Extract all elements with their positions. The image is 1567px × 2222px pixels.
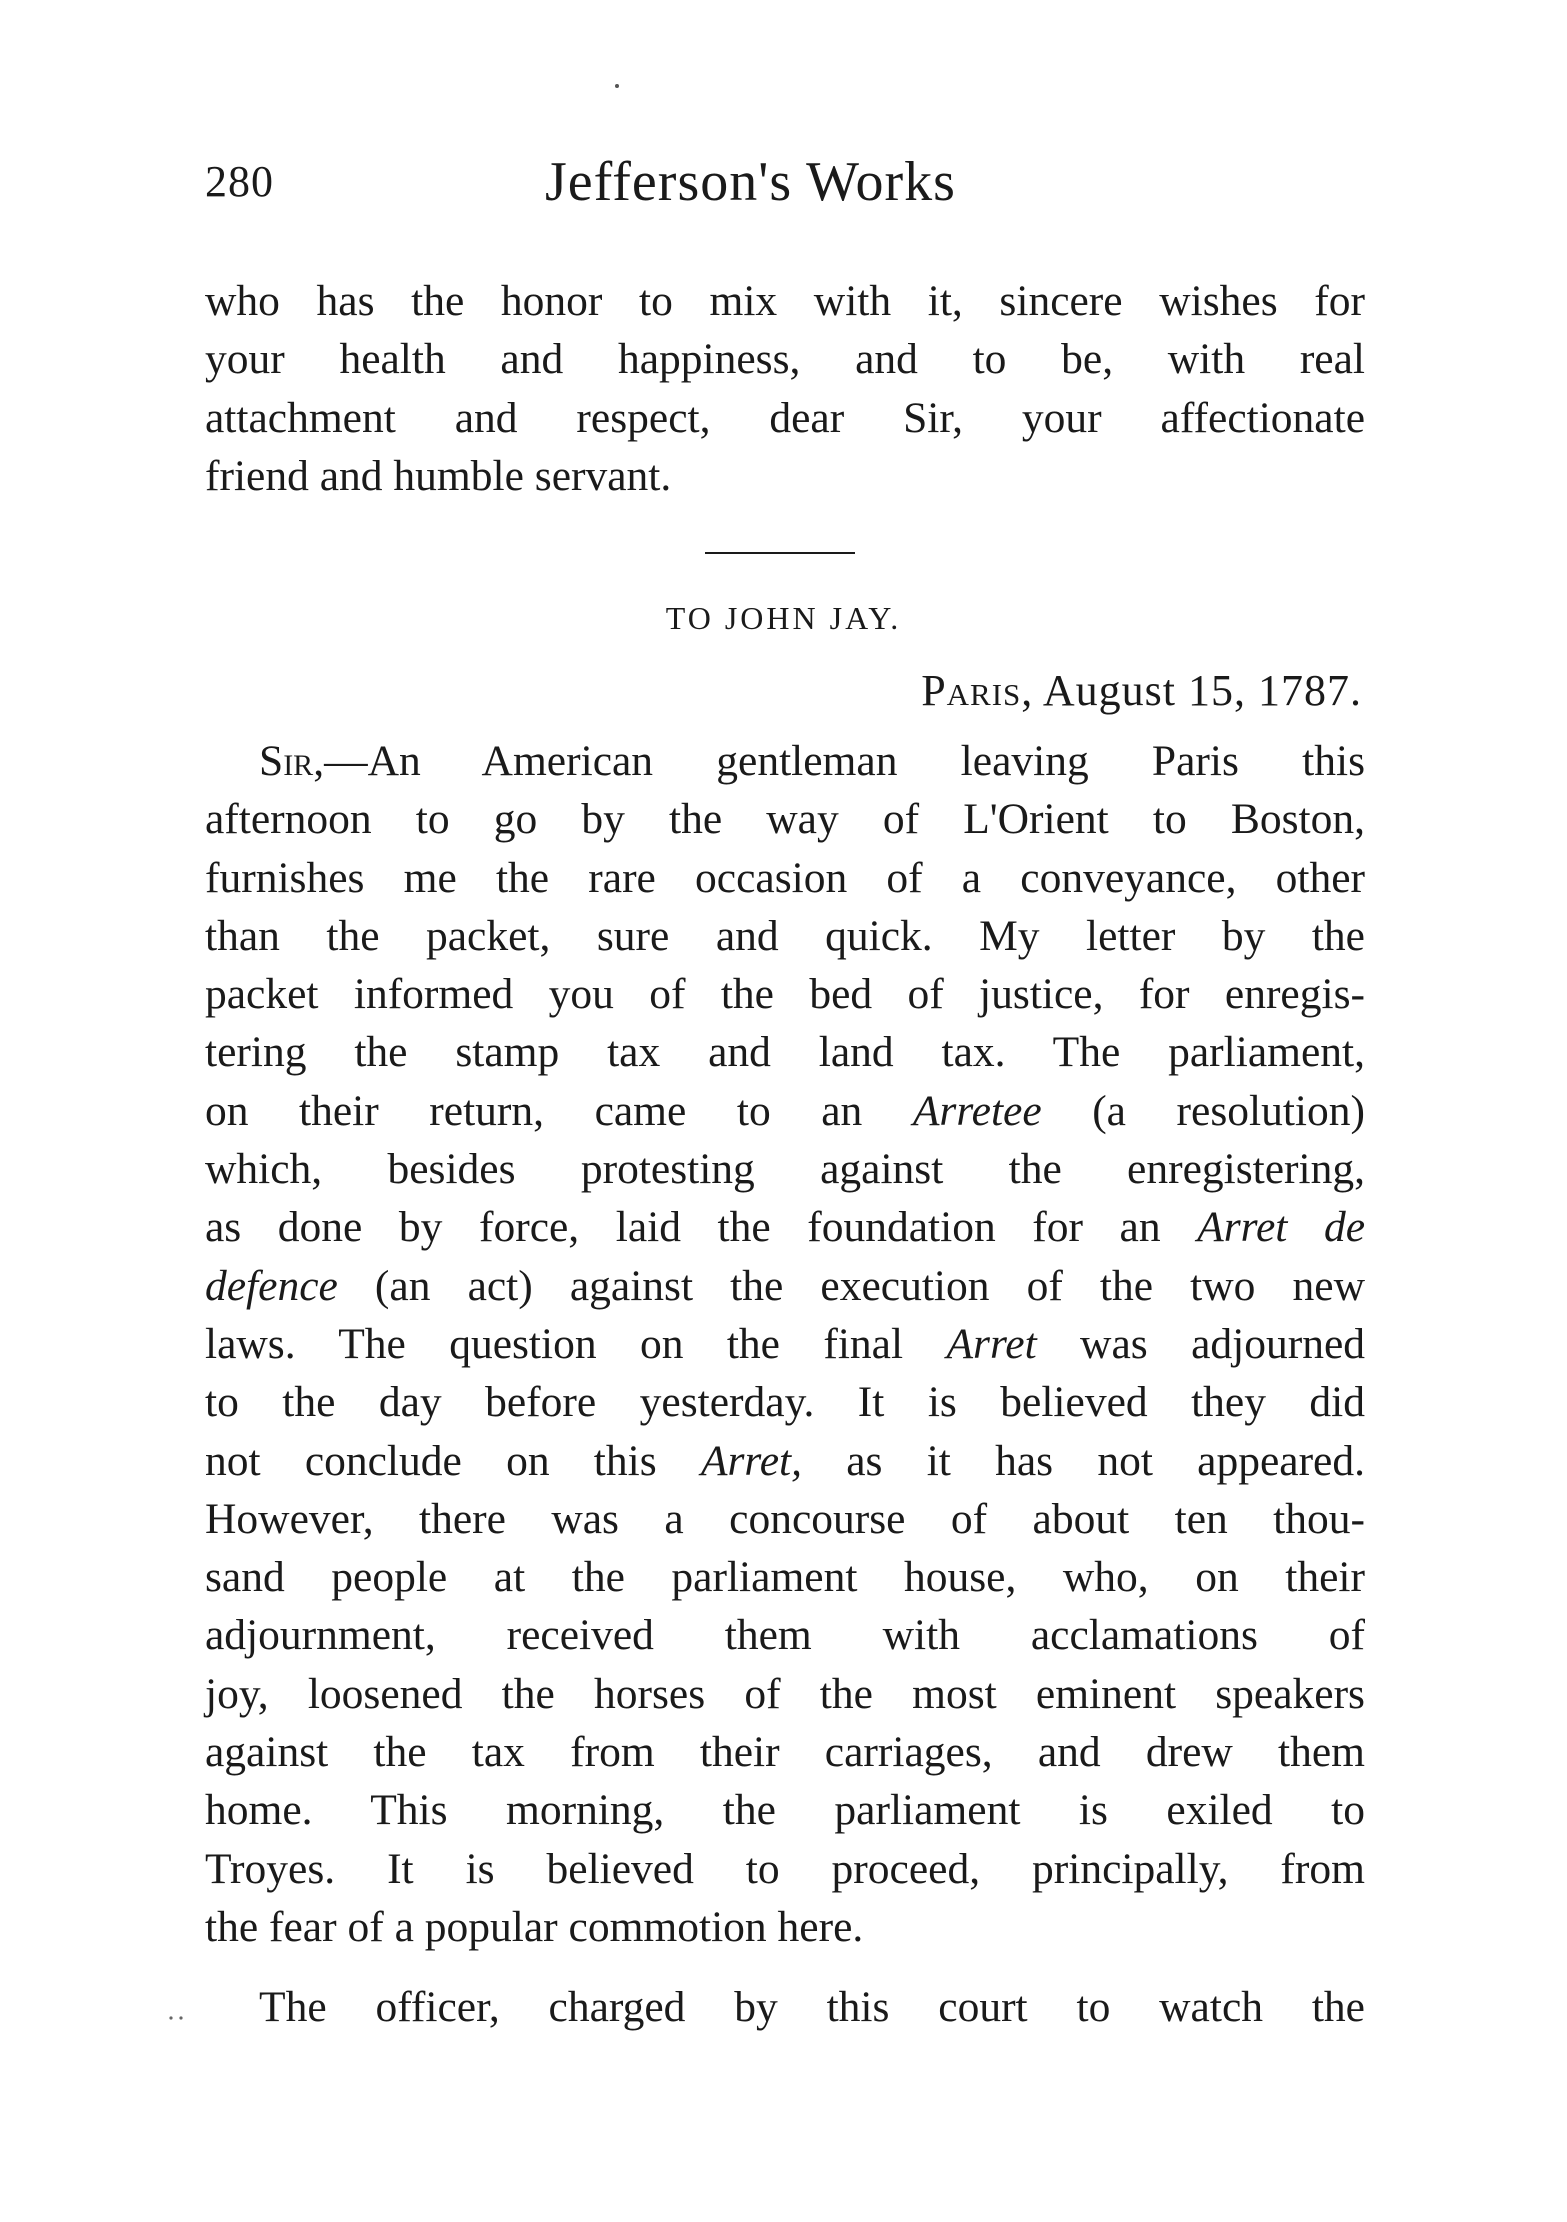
text-line: afternoon to go by the way of L'Orient to Boston,	[205, 795, 1365, 844]
previous-letter-closing	[205, 272, 1365, 505]
salutation: Sir,	[259, 737, 325, 785]
italic-term: Arret,	[700, 1436, 802, 1485]
running-title: Jefferson's Works	[545, 151, 956, 213]
letter-addressee: TO JOHN JAY.	[665, 600, 902, 636]
text-run: (a resolution)	[1041, 1086, 1365, 1135]
text-run: was adjourned	[1036, 1319, 1366, 1368]
text-line: tering the stamp tax and land tax. The parliament,	[205, 1028, 1365, 1077]
text-line	[205, 732, 1365, 790]
section-divider	[705, 552, 855, 554]
text-line: joy, loosened the horses of the most eminent speakers	[205, 1669, 1365, 1718]
text-run: (an act) against the execution of the two new	[337, 1261, 1365, 1310]
text-line: furnishes me the rare occasion of a conveyance, other	[205, 853, 1365, 902]
letter-dateline	[921, 665, 1362, 716]
text-line: home. This morning, the parliament is exiled to	[205, 1786, 1365, 1835]
text-line: adjournment, received them with acclamations of	[205, 1611, 1365, 1660]
text-run: as done by force, laid the foundation for an	[205, 1203, 1198, 1252]
page-number: 280	[205, 157, 274, 206]
letter-paragraph-1	[205, 732, 1365, 1956]
text-line	[205, 1257, 1365, 1315]
italic-term: Arret de	[1197, 1203, 1365, 1252]
page-header	[205, 150, 1365, 220]
text-line: than the packet, sure and quick. My letter by the	[205, 911, 1365, 960]
text-line: attachment and respect, dear Sir, your affectionate	[205, 393, 1365, 442]
text-line: sand people at the parliament house, who, on their	[205, 1553, 1365, 1602]
text-line	[205, 1432, 1365, 1490]
text-line	[205, 1082, 1365, 1140]
text-run: not conclude on this	[205, 1436, 701, 1485]
text-run: laws. The question on the final	[205, 1319, 947, 1368]
letter-place: Paris,	[921, 666, 1034, 715]
text-line: which, besides protesting against the enregistering,	[205, 1145, 1365, 1194]
text-line: the fear of a popular commotion here.	[205, 1902, 864, 1951]
text-line: The officer, charged by this court to watch the	[259, 1983, 1365, 2031]
italic-term: defence	[205, 1261, 338, 1310]
text-line: packet informed you of the bed of justice, for enregis-	[205, 970, 1365, 1019]
text-line: Troyes. It is believed to proceed, principally, from	[205, 1844, 1365, 1893]
letter-date: August 15, 1787.	[1042, 666, 1362, 715]
text-line	[205, 1198, 1365, 1256]
text-line: who has the honor to mix with it, sincere wishes for	[205, 277, 1365, 325]
text-run: —An American gentleman leaving Paris this	[324, 737, 1365, 785]
italic-term: Arretee	[912, 1086, 1042, 1135]
text-line	[205, 1315, 1365, 1373]
italic-term: Arret	[946, 1319, 1037, 1368]
text-run: as it has not appeared.	[801, 1436, 1365, 1485]
text-line: your health and happiness, and to be, with real	[205, 335, 1365, 384]
text-line: to the day before yesterday. It is believed they did	[205, 1378, 1365, 1427]
text-line: friend and humble servant.	[205, 451, 672, 500]
text-line: against the tax from their carriages, and drew them	[205, 1728, 1365, 1777]
text-line: However, there was a concourse of about ten thou-	[205, 1494, 1365, 1543]
letter-paragraph-2	[205, 1978, 1365, 2036]
text-run: on their return, came to an	[205, 1086, 913, 1135]
